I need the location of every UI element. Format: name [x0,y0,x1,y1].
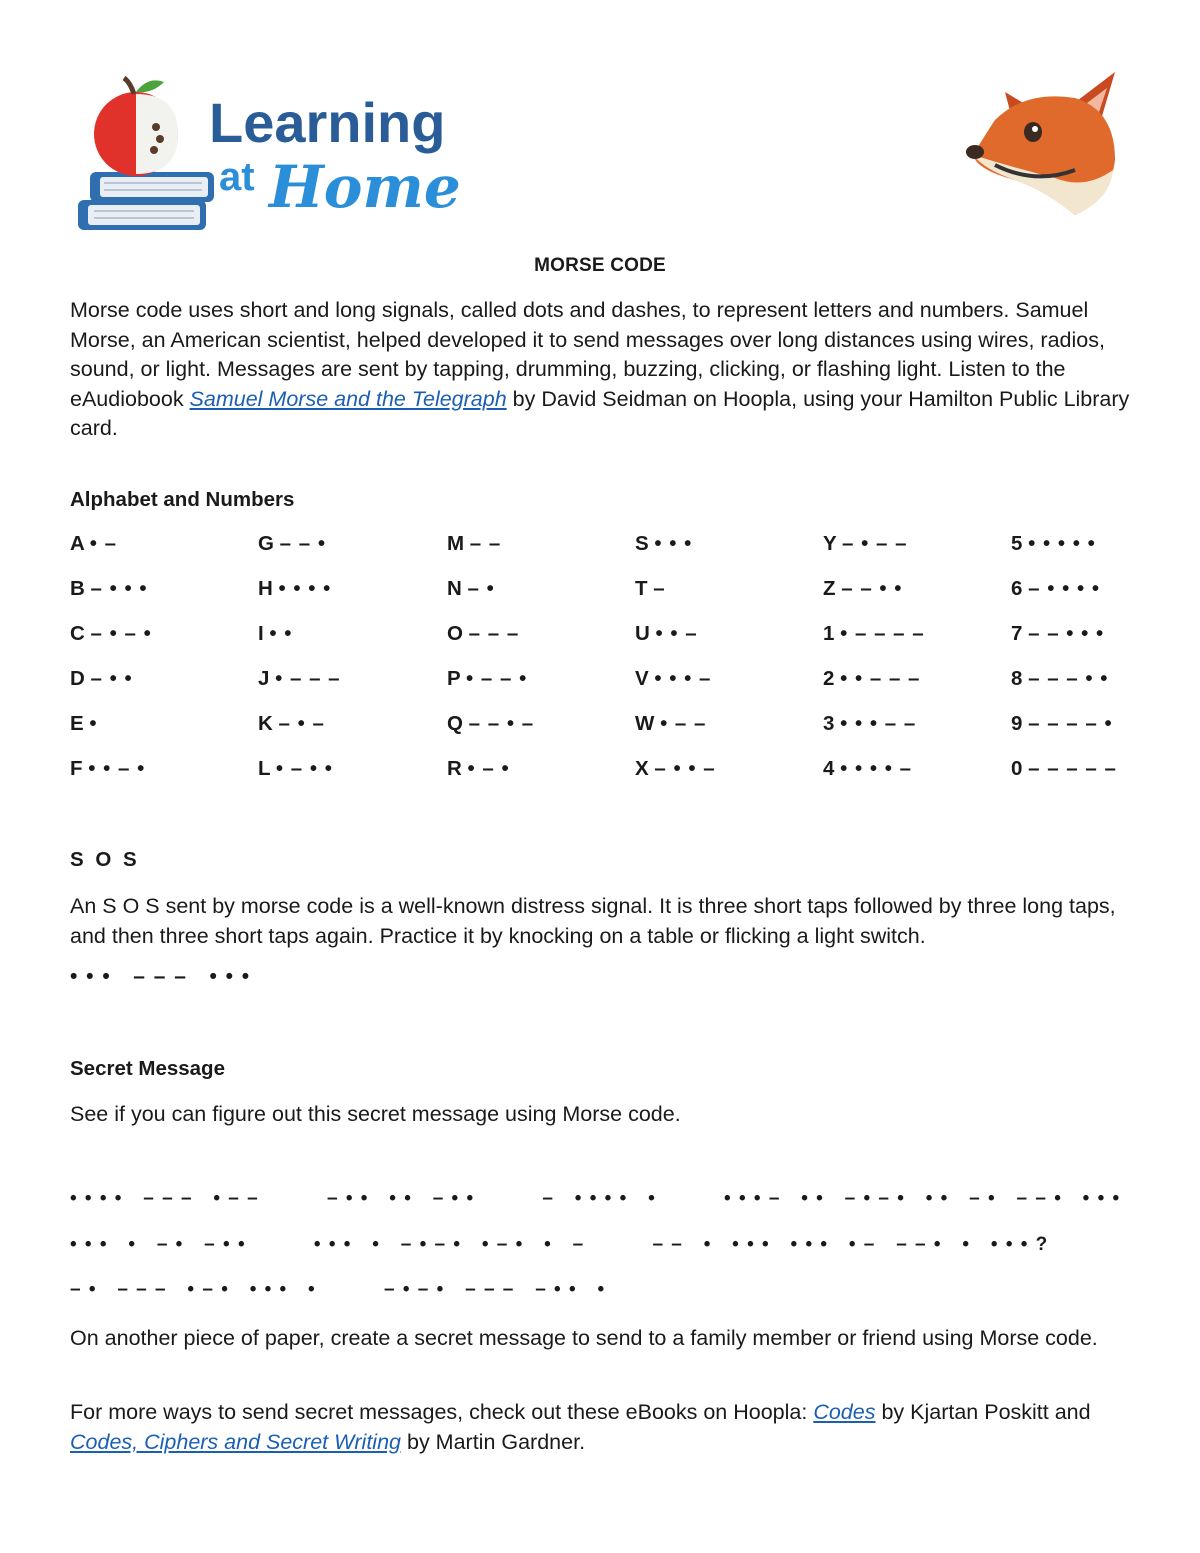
morse-character: O [447,622,463,645]
morse-character: 2 [823,667,835,690]
morse-code-value: – – – • • [1028,667,1109,690]
morse-code-value: • • [269,622,293,645]
intro-text-before: Morse code uses short and long signals, called dots and dashes, to represent letters and numbers. Samuel Morse, an American scientist, helped developed it to send messages over long distances using wires, radios, sound, or light. Messages are sent by tapping, drumming, buzzing, clicking, or flashing light. Listen to the eAudiobook [70,298,1105,411]
fox-icon [965,70,1135,220]
instruction-paragraph: On another piece of paper, create a secret message to send to a family member or friend using Morse code. [70,1326,1098,1350]
more-text-2: by Kjartan Poskitt and [875,1400,1091,1424]
morse-code-value: – – • [279,532,327,555]
morse-character: G [258,532,274,555]
secret-line-1: • • • • – – – • – – – • • • • – • • – • • • • • • • • – • • – • – • • • – • – – • • • • [70,1188,1121,1209]
morse-character: F [70,757,83,780]
morse-code-value: – – – [468,622,520,645]
morse-character: S [635,532,649,555]
morse-code-value: • • – • [88,757,146,780]
morse-code-value: • • • – – [840,712,917,735]
morse-character: 0 [1011,757,1023,780]
morse-code-value: • [89,712,98,735]
more-paragraph [70,1398,1140,1457]
morse-code-value: • • • • [278,577,332,600]
morse-code-value: • – – • [466,667,528,690]
morse-character: 7 [1011,622,1023,645]
morse-code-value: • – – – [275,667,341,690]
morse-character: 8 [1011,667,1023,690]
sos-paragraph: An S O S sent by morse code is a well-known distress signal. It is three short taps followed by three long taps, and then three short taps again. Practice it by knocking on a table or flicking a light switch. [70,894,1116,948]
morse-code-value: – • • [90,667,133,690]
morse-code-value: • – – [660,712,707,735]
morse-entry [635,622,698,646]
morse-character: K [258,712,273,735]
morse-code-value: – – • • • [1028,622,1105,645]
more-text-1: For more ways to send secret messages, check out these eBooks on Hoopla: [70,1400,814,1424]
morse-code-value: – • • • [90,577,148,600]
morse-entry [823,532,907,556]
morse-character: X [635,757,649,780]
logo-home-text: Home [269,153,461,221]
morse-entry [635,667,711,691]
morse-entry [823,712,916,736]
sos-heading: S O S [70,848,140,871]
morse-code-value: – – • • [841,577,903,600]
morse-character: D [70,667,85,690]
morse-character: T [635,577,648,600]
morse-code-value: – [653,577,666,600]
morse-entry [447,712,534,736]
morse-character: C [70,622,85,645]
morse-character: B [70,577,85,600]
morse-character: 1 [823,622,835,645]
morse-entry [447,577,495,601]
morse-character: H [258,577,273,600]
morse-character: 9 [1011,712,1023,735]
morse-code-value: – • • • • [1028,577,1101,600]
morse-entry [1011,712,1113,736]
morse-code-value: – – [469,532,502,555]
more-text-3: by Martin Gardner. [401,1429,586,1454]
morse-character: 3 [823,712,835,735]
morse-character: A [70,532,85,555]
morse-entry [635,532,692,556]
intro-text-after: by David Seidman on Hoopla, using your Hamilton Public Library card. [70,386,1130,440]
morse-code-value: – • – • [90,622,152,645]
morse-character: V [635,667,649,690]
morse-entry [258,757,333,781]
morse-code-value: – • – [278,712,325,735]
morse-character: W [635,712,655,735]
morse-entry [70,667,133,691]
morse-entry [1011,667,1108,691]
morse-character: Y [823,532,837,555]
morse-entry [1011,532,1096,556]
morse-code-value: • – – – – [840,622,925,645]
morse-entry [70,577,148,601]
secret-paragraph: See if you can figure out this secret message using Morse code. [70,1102,681,1126]
morse-entry [823,667,920,691]
morse-character: Q [447,712,463,735]
morse-character: R [447,757,462,780]
morse-character: 6 [1011,577,1023,600]
morse-entry [258,712,325,736]
morse-entry [258,622,292,646]
morse-entry [70,622,152,646]
morse-character: E [70,712,84,735]
logo-learning-text: Learning [209,91,446,154]
apple-icon [94,78,178,176]
morse-entry [258,667,341,691]
morse-entry [447,532,501,556]
secret-heading: Secret Message [70,1057,225,1080]
codes-link[interactable]: Codes [813,1400,876,1424]
morse-code-value: • – • • [275,757,333,780]
morse-code-value: – • – – [842,532,908,555]
morse-code-value: • – • [467,757,510,780]
morse-character: N [447,577,462,600]
morse-character: U [635,622,650,645]
morse-character: P [447,667,461,690]
morse-entry [635,577,666,601]
morse-entry [258,532,326,556]
morse-code-value: • • • • • [1028,532,1096,555]
morse-entry [447,622,519,646]
morse-entry [70,712,98,736]
morse-entry [70,532,117,556]
morse-entry [823,622,925,646]
morse-entry [447,667,527,691]
morse-character: 4 [823,757,835,780]
morse-entry [635,757,716,781]
morse-code-value: • • – – – [840,667,921,690]
morse-entry [823,577,902,601]
morse-character: J [258,667,270,690]
morse-entry [258,577,331,601]
morse-entry [70,757,145,781]
books-icon [78,172,214,230]
alphabet-heading: Alphabet and Numbers [70,488,295,511]
morse-code-value: – – – – • [1028,712,1113,735]
morse-character: I [258,622,264,645]
morse-code-value: – – – – – [1028,757,1117,780]
morse-code-value: • • • [654,532,693,555]
secret-line-3: – • – – – • – • • • • • – • – • – – – – • • • [70,1279,606,1300]
learning-at-home-logo [74,72,474,237]
morse-entry [823,757,912,781]
morse-code-value: • • • – [654,667,712,690]
morse-character: L [258,757,271,780]
morse-character: Z [823,577,836,600]
morse-entry [1011,577,1100,601]
secret-line-2: • • • • – • – • • • • • • – • – • • – • • – – – • • • • • • • • – – – • • • • • ? [70,1234,1049,1255]
morse-entry [1011,622,1104,646]
morse-character: 5 [1011,532,1023,555]
codes-ciphers-link[interactable]: Codes, Ciphers and Secret Writing [70,1429,402,1454]
morse-code-value: – • • – [654,757,716,780]
morse-code-value: • • • • – [840,757,913,780]
logo-at-text: at [219,155,255,199]
intro-paragraph [70,296,1140,444]
page-title: MORSE CODE [534,255,666,276]
morse-entry [447,757,510,781]
samuel-morse-link[interactable]: Samuel Morse and the Telegraph [189,386,507,411]
morse-code-value: – • [467,577,495,600]
morse-entry [635,712,706,736]
morse-code-value: – – • – [468,712,535,735]
morse-entry [1011,757,1117,781]
morse-character: M [447,532,465,555]
sos-code: • • • – – – • • • [70,965,251,988]
morse-code-value: • – [89,532,118,555]
morse-code-value: • • – [655,622,698,645]
